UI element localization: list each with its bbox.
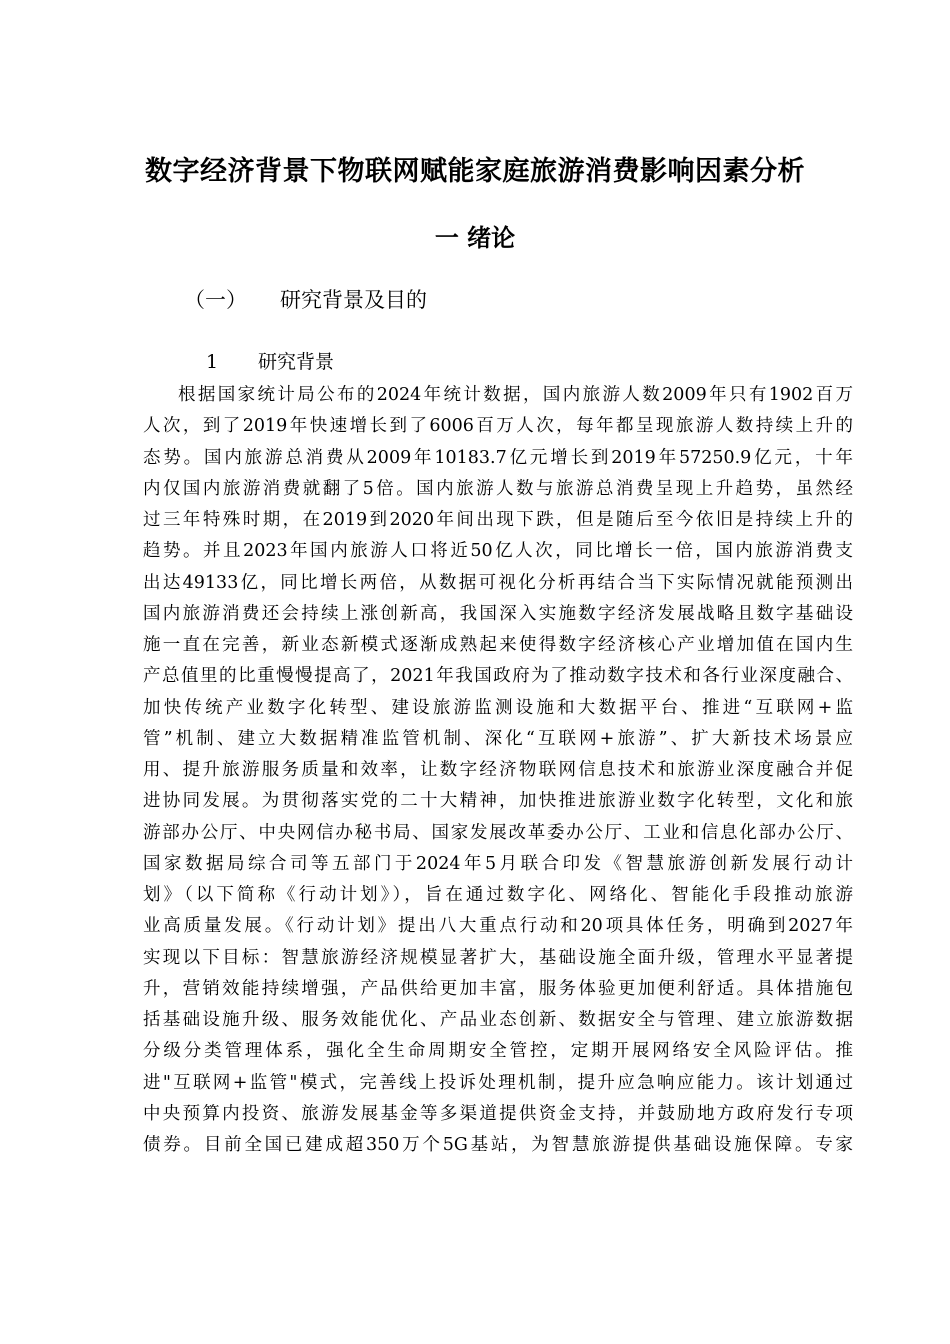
paragraph-line: 管”机制、建立大数据精准监管机制、深化“互联网+旅游”、扩大新技术场景应: [143, 728, 853, 749]
paragraph-line: 进协同发展。为贯彻落实党的二十大精神，加快推进旅游业数字化转型，文化和旅: [143, 791, 853, 812]
paragraph-line: 中央预算内投资、旅游发展基金等多渠道提供资金支持，并鼓励地方政府发行专项: [143, 1103, 853, 1124]
paragraph-line: 债券。目前全国已建成超350万个5G基站，为智慧旅游提供基础设施保障。专家: [143, 1135, 853, 1155]
paragraph-line: 国内旅游消费还会持续上涨创新高，我国深入实施数字经济发展战略且数字基础设: [143, 603, 853, 624]
subsection-label: 研究背景: [258, 351, 335, 373]
paragraph-line: 分级分类管理体系，强化全生命周期安全管控，定期开展网络安全风险评估。推: [143, 1041, 853, 1062]
paragraph-line: 用、提升旅游服务质量和效率，让数字经济物联网信息技术和旅游业深度融合并促: [143, 760, 853, 780]
paragraph-line: 游部办公厅、中央网信办秘书局、国家发展改革委办公厅、工业和信息化部办公厅、: [143, 822, 853, 843]
section-number: （一）: [184, 288, 247, 312]
section-label: 研究背景及目的: [280, 288, 427, 312]
paragraph-line: 升，营销效能持续增强，产品供给更加丰富，服务体验更加便利舒适。具体措施包: [143, 978, 853, 999]
paragraph-line: 产总值里的比重慢慢提高了，2021年我国政府为了推动数字技术和各行业深度融合、: [143, 666, 853, 687]
body-paragraph: [143, 380, 853, 1161]
paragraph-line: 划》（以下简称《行动计划》），旨在通过数字化、网络化、智能化手段推动旅游: [143, 885, 853, 905]
paragraph-line: 国家数据局综合司等五部门于2024年5月联合印发《智慧旅游创新发展行动计: [143, 853, 853, 874]
paragraph-line: 括基础设施升级、服务效能优化、产品业态创新、数据安全与管理、建立旅游数据: [143, 1010, 853, 1030]
paragraph-line: 人次，到了2019年快速增长到了6006百万人次，每年都呈现旅游人数持续上升的: [143, 416, 853, 437]
paragraph-line: 出达49133亿，同比增长两倍，从数据可视化分析再结合当下实际情况就能预测出: [143, 572, 853, 593]
chapter-heading: 一 绪论: [434, 224, 516, 252]
paragraph-line: 加快传统产业数字化转型、建设旅游监测设施和大数据平台、推进“互联网+监: [143, 697, 853, 718]
subsection-heading: [206, 347, 334, 377]
paragraph-line: 趋势。并且2023年国内旅游人口将近50亿人次，同比增长一倍，国内旅游消费支: [143, 541, 853, 562]
paragraph-line: 过三年特殊时期，在2019到2020年间出现下跌，但是随后至今依旧是持续上升的: [143, 510, 853, 530]
paragraph-line: 施一直在完善，新业态新模式逐渐成熟起来使得数字经济核心产业增加值在国内生: [143, 635, 853, 655]
section-heading: [184, 284, 427, 316]
paragraph-line: 进"互联网+监管"模式，完善线上投诉处理机制，提升应急响应能力。该计划通过: [143, 1072, 853, 1093]
paragraph-line: 态势。国内旅游总消费从2009年10183.7亿元增长到2019年57250.9亿元，十年: [143, 447, 853, 468]
paragraph-line: 根据国家统计局公布的2024年统计数据，国内旅游人数2009年只有1902百万: [178, 385, 853, 405]
paragraph-line: 内仅国内旅游消费就翻了5倍。国内旅游人数与旅游总消费呈现上升趋势，虽然经: [143, 478, 853, 499]
paper-title: 数字经济背景下物联网赋能家庭旅游消费影响因素分析: [145, 156, 805, 187]
paragraph-line: 实现以下目标：智慧旅游经济规模显著扩大，基础设施全面升级，管理水平显著提: [143, 947, 853, 968]
paragraph-line: 业高质量发展。《行动计划》提出八大重点行动和20项具体任务，明确到2027年: [143, 916, 853, 937]
subsection-number: 1: [206, 351, 219, 373]
